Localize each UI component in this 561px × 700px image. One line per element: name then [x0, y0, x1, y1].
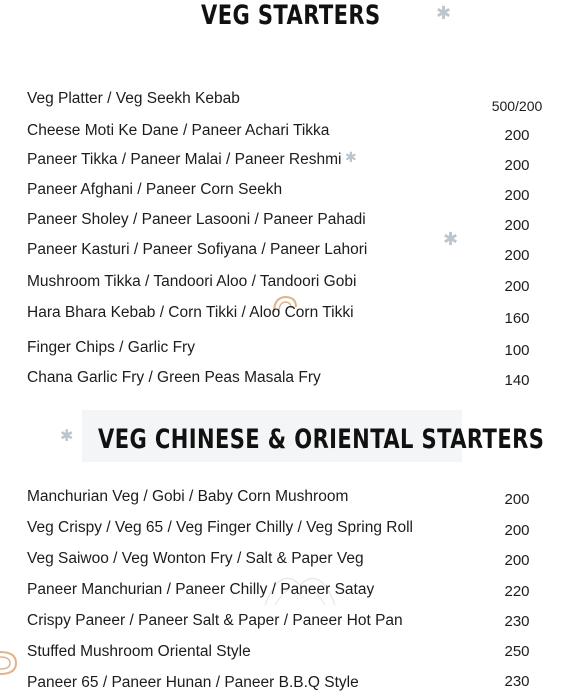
menu-item	[0, 366, 561, 392]
menu-item	[0, 488, 561, 514]
item-price: 230	[504, 613, 530, 630]
item-name: Paneer Tikka / Paneer Malai / Paneer Reshmi	[27, 151, 342, 168]
item-price: 220	[504, 583, 530, 600]
menu-item	[0, 238, 561, 264]
sparkle-icon: ✱	[443, 229, 459, 249]
item-price: 200	[504, 187, 530, 204]
menu-item	[0, 208, 561, 234]
item-price: 200	[504, 157, 530, 174]
item-name: Mushroom Tikka / Tandoori Aloo / Tandoori Gobi	[27, 273, 357, 290]
menu-item	[0, 84, 561, 114]
item-name: Veg Platter / Veg Seekh Kebab	[27, 90, 240, 107]
item-price: 160	[504, 310, 530, 327]
menu-item	[0, 550, 561, 576]
item-name: Hara Bhara Kebab / Corn Tikki / Aloo Corn Tikki	[27, 304, 354, 321]
item-price: 140	[504, 372, 530, 389]
item-price: 200	[504, 522, 530, 539]
item-name: Crispy Paneer / Paneer Salt & Paper / Paneer Hot Pan	[27, 612, 403, 629]
menu-item	[0, 270, 561, 296]
item-price: 200	[504, 278, 530, 295]
item-price: 200	[504, 491, 530, 508]
item-name: Paneer Manchurian / Paneer Chilly / Paneer Satay	[27, 581, 375, 598]
item-price: 230	[504, 673, 530, 690]
item-name: Veg Saiwoo / Veg Wonton Fry / Salt & Paper Veg	[27, 550, 364, 567]
item-name: Chana Garlic Fry / Green Peas Masala Fry	[27, 369, 321, 386]
item-name: Finger Chips / Garlic Fry	[27, 339, 195, 356]
item-name: Paneer Sholey / Paneer Lasooni / Paneer Pahadi	[27, 211, 366, 228]
menu-item	[0, 612, 561, 638]
section-title-veg-chinese-oriental-starters: VEG CHINESE & ORIENTAL STARTERS	[98, 424, 545, 455]
menu-item	[0, 118, 561, 144]
item-name: Veg Crispy / Veg 65 / Veg Finger Chilly / Veg Spring Roll	[27, 519, 413, 536]
sparkle-icon: ✱	[436, 3, 452, 23]
sparkle-icon: ✱	[345, 149, 357, 165]
item-price: 500/200	[491, 98, 543, 114]
menu-item	[0, 674, 561, 700]
menu-item	[0, 148, 561, 174]
item-price: 100	[504, 342, 530, 359]
menu-item	[0, 178, 561, 204]
item-price: 200	[504, 127, 530, 144]
item-price: 200	[504, 247, 530, 264]
item-name: Cheese Moti Ke Dane / Paneer Achari Tikka	[27, 122, 330, 139]
item-price: 200	[504, 552, 530, 569]
sparkle-icon: ✱	[60, 428, 74, 445]
item-name: Paneer Afghani / Paneer Corn Seekh	[27, 181, 283, 198]
item-name: Stuffed Mushroom Oriental Style	[27, 643, 251, 660]
item-name: Paneer Kasturi / Paneer Sofiyana / Paneer Lahori	[27, 241, 368, 258]
menu-item	[0, 581, 561, 607]
menu-item	[0, 336, 561, 362]
section-title-veg-starters: VEG STARTERS	[201, 0, 381, 31]
item-price: 200	[504, 217, 530, 234]
menu-item	[0, 302, 561, 328]
menu-item	[0, 643, 561, 669]
item-price: 250	[504, 643, 530, 660]
menu-item	[0, 519, 561, 545]
item-name: Manchurian Veg / Gobi / Baby Corn Mushroom	[27, 488, 349, 505]
item-name: Paneer 65 / Paneer Hunan / Paneer B.B.Q Style	[27, 674, 359, 691]
